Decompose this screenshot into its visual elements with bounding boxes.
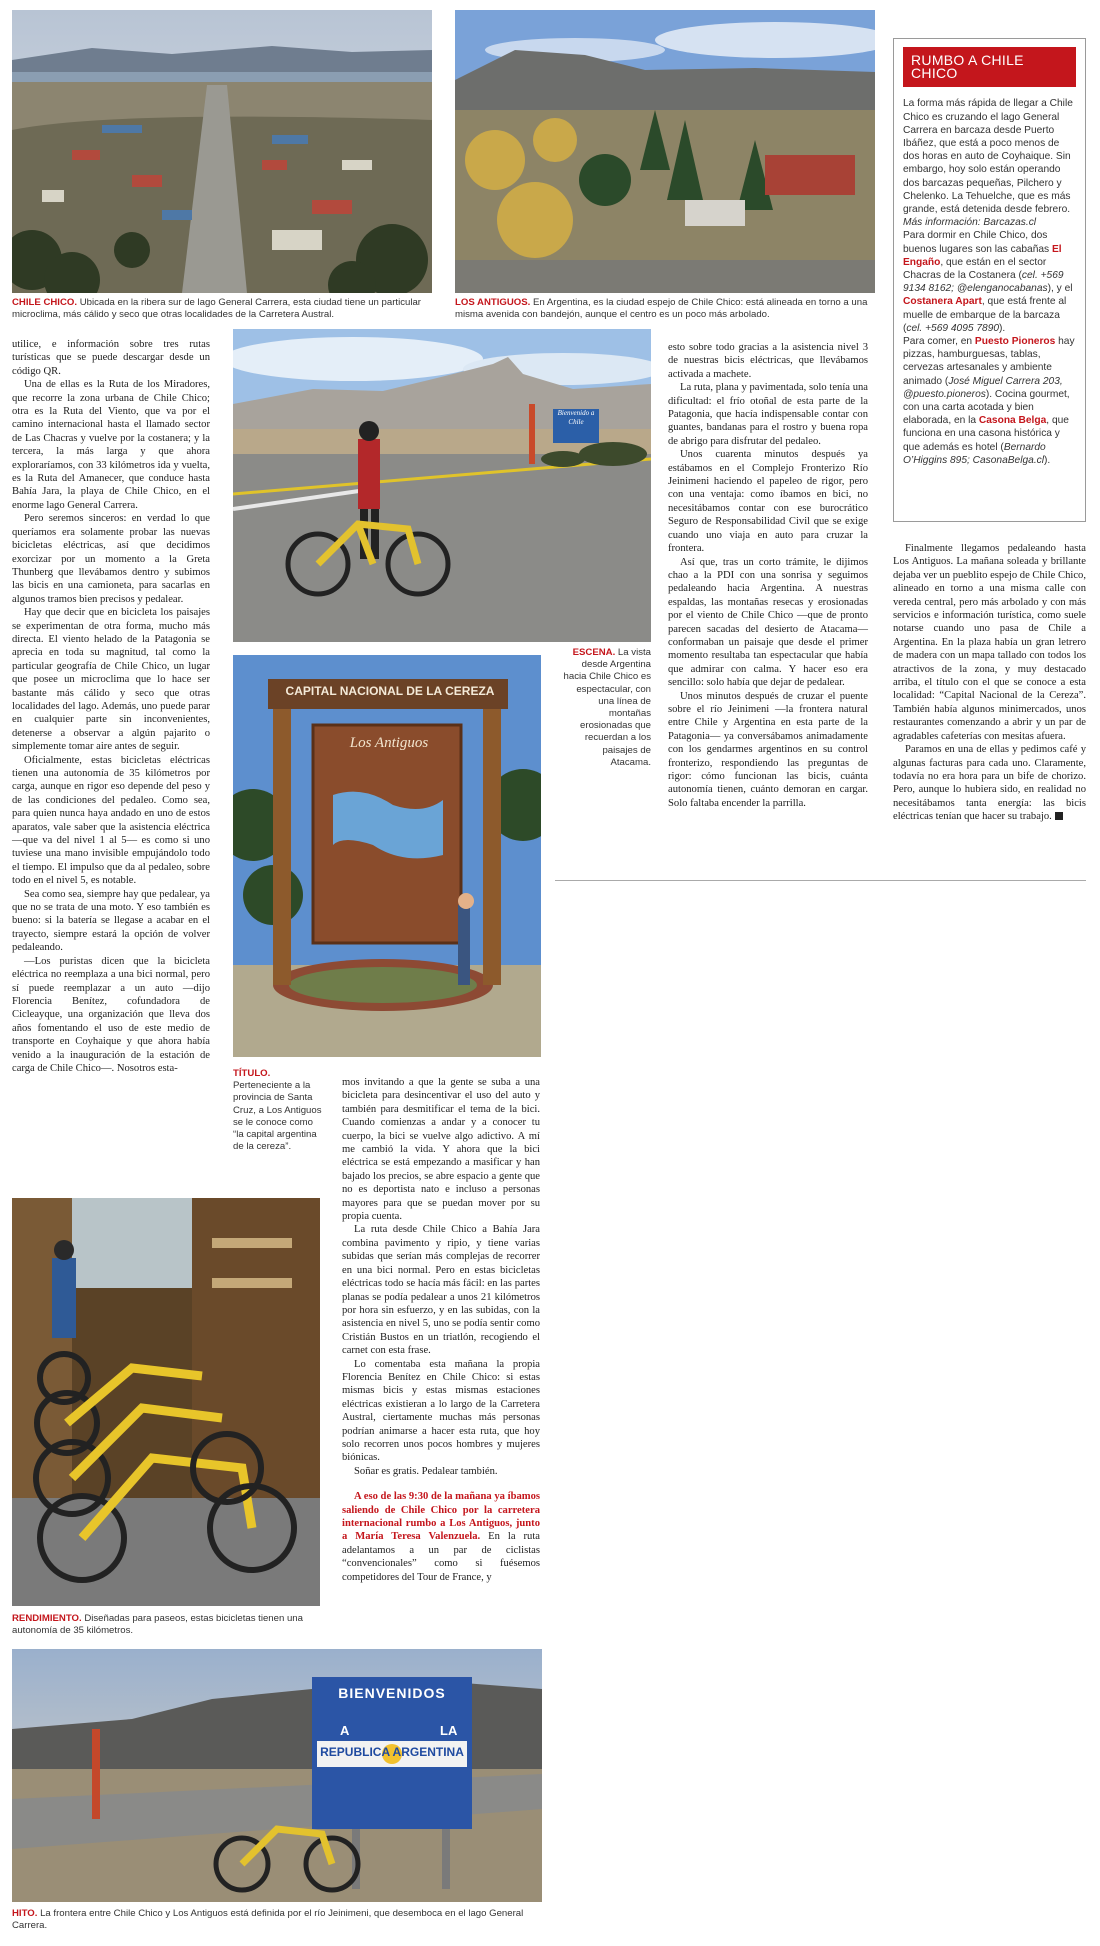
caption-rendimiento: RENDIMIENTO. Diseñadas para paseos, estas bicicletas tienen una autonomía de 35 kilómetros. — [12, 1613, 303, 1637]
end-mark — [1055, 812, 1063, 820]
photo-chile-chico — [12, 10, 432, 293]
photo-escena — [233, 329, 651, 642]
caption-titulo: TÍTULO. Perteneciente a la provincia de Santa Cruz, a Los Antiguos se le conoce como “la capital argentina de la cereza”. — [233, 1068, 322, 1153]
caption-hito: HITO. La frontera entre Chile Chico y Los Antiguos está definida por el río Jeinimeni, que desemboca en el lago General Carrera. — [12, 1908, 524, 1932]
sign-la: LA — [440, 1723, 458, 1738]
sign-los-antiguos: Los Antiguos — [349, 735, 429, 751]
photo-titulo — [233, 655, 541, 1057]
sign-bienvenido-chile: Bienvenido a Chile — [557, 409, 595, 426]
sign-republica-argentina: REPUBLICA ARGENTINA — [320, 1745, 464, 1759]
photo-rendimiento — [12, 1198, 320, 1606]
sign-bienvenidos: BIENVENIDOS — [338, 1685, 446, 1701]
sign-capital-cereza: CAPITAL NACIONAL DE LA CEREZA — [285, 684, 495, 698]
caption-escena: ESCENA. La vista desde Argentina hacia Chile Chico es espectacular, con una línea de montañas erosionadas que recuerdan a los paisajes de Atacama. — [563, 647, 651, 768]
sidebar-title: RUMBO A CHILE CHICO — [903, 47, 1076, 87]
sidebar-paragraph-3: Para comer, en Puesto Pioneros hay pizzas, hamburguesas, tablas, cervezas artesanales y ambiente animado (José Miguel Carrera 203, @puesto.pioneros). Cocina gourmet, con una carta acotada y bien elaborada, en la Casona Belga, que funciona en una casona histórica y que además es hotel (Bernardo O’Higgins 895; CasonaBelga.cl). — [903, 336, 1075, 466]
photo-los-antiguos — [455, 10, 875, 293]
sidebar-box — [893, 38, 1086, 522]
text-column-1: utilice, e información sobre tres rutas turísticas que se puede descargar desde un código QR. Una de ellas es la Ruta de los Miradores, que recorre la zona urbana de Chile Chico; otra es la Ruta del Viento, que va por el camino internacional hasta el llamado sector de Las Chacras y vuelve por la costanera; y la tercera, la más larga y que ahora exploraríamos, con 33 kilómetros ida y vuelta, es la Ruta del Amanecer, que conduce hasta Bahía Jara, la playa de Chile Chico, en el enorme lago General Carrera. Pero seremos sinceros: en verdad lo que queríamos era solamente probar las nuevas bicicletas eléctricas, así que decidimos exorcizar por un momento a la Greta Thunberg que llevábamos dentro y subimos las bicis en una camioneta, para sacarlas en algunos tramos bien precisos y pedalear. Hay que decir que en bicicleta los paisajes se experimentan de otra forma, mucho más directa. El viento helado de la Patagonia se aprecia en toda su magnitud, tal como la particular geografía de Chile Chico, un lugar que posee un microclima que lo hace ser bastante más cálido y seco que otras localidades del lago. Además, uno puede parar en cualquier parte sin inconvenientes, detenerse a observar a algún pajarito o simplemente tomar aire antes de seguir. Oficialmente, estas bicicletas eléctricas tienen una autonomía de 35 kilómetros por carga, aunque en rigor eso depende del peso y de las condiciones del pedaleo. Como sea, para quien nunca haya andado en uno de estos aparatos, vale saber que la asistencia eléctrica —que va del nivel 1 al 5— es como si uno tuviese una mano invisible empujándolo todo el tiempo. El impulso que da al pedaleo, sobre todo en el nivel 5, es notable. Sea como sea, siempre hay que pedalear, ya que no se trata de una moto. Y eso también es bueno: si la batería se llegase a acabar en el trayecto, siempre estará la opción de volver pedaleando. —Los puristas dicen que la bicicleta eléctrica no reemplaza a una bici normal, pero sí puede reemplazar a un auto —dijo Florencia Benítez, cofundadora de Cicleayque, una organización que lleva dos años fomentando el uso de este medio de transporte en Coyhaique y que ahora había venido a la inauguración de la estación de carga de Chile Chico—. Nosotros esta- — [12, 339, 210, 1074]
caption-chile-chico: CHILE CHICO. Ubicada en la ribera sur de lago General Carrera, esta ciudad tiene un particular microclima, más cálido y seco que otras localidades de la Carretera Austral. — [12, 297, 422, 321]
section-divider — [555, 880, 1086, 881]
sidebar-paragraph-1: La forma más rápida de llegar a Chile Chico es cruzando el lago General Carrera en barcaza desde Puerto Ibáñez, que está a poco menos de dos horas en auto de Coyhaique. Sin embargo, hoy solo están operando dos barcazas pequeñas, Pilchero y Chelenko. La Tehuelche, que es más grande, está detenida desde febrero. Más información: Barcazas.cl — [903, 98, 1073, 229]
caption-los-antiguos: LOS ANTIGUOS. En Argentina, es la ciudad espejo de Chile Chico: está alineada en torno a una misma avenida con bandejón, aunque el centro es un poco más arbolado. — [455, 297, 868, 321]
sign-a: A — [340, 1723, 350, 1738]
text-column-2: mos invitando a que la gente se suba a una bicicleta para desincentivar el uso del auto y también para desmitificar el tema de la bici. Cuando comienzas a andar y a conocer tu cuerpo, la bici se vuelve algo adictivo. A mí me cambió la vida. Y ahora que la bici eléctrica se está empezando a masificar y han bajado los precios, se abre espacio a gente que no es deportista nato e incluso a personas mayores para que se puedan mover por su propia cuenta. La ruta desde Chile Chico a Bahía Jara combina pavimento y ripio, y tiene varias subidas que serían más complejas de recorrer en una bici normal. Pero en estas bicicletas eléctricas todo se hacía más fácil: en las partes planas se podía pedalear a unos 21 kilómetros por hora sin esfuerzo, y en las subidas, con la asistencia en nivel 5, uno se podía sentir como Cristián Bustos en un triatlón, recogiendo el carnet con esta frase. Lo comentaba esta mañana la propia Florencia Benítez en Chile Chico: si estas mismas bicis y estas mismas estaciones eléctricas existieran a lo largo de la Carretera Austral, ciertamente muchas más personas podrían animarse a hacer esta ruta, que hoy solo recorren unos pocos hombres y mujeres biónicas. Soñar es gratis. Pedalear también. A eso de las 9:30 de la mañana ya íbamos saliendo de Chile Chico por la carretera internacional rumbo a Los Antiguos, junto a María Teresa Valenzuela. En la ruta adelantamos a un par de ciclistas “convencionales” como si fuésemos competidores del Tour de France, y — [342, 1077, 540, 1583]
text-column-3: esto sobre todo gracias a la asistencia nivel 3 de nuestras bicis eléctricas, que llevábamos activada a machete. La ruta, plana y pavimentada, solo tenía una dificultad: el frío otoñal de esta parte de la Patagonia, que hacía indispensable contar con guantes, bandanas para el rostro y buena ropa de abrigo para disfrutar del pedaleo. Unos cuarenta minutos después ya estábamos en el Complejo Fronterizo Río Jeinimeni haciendo el papeleo de rigor, pero con una ventaja: como íbamos en bici, no necesitábamos contar con ese burocrático Seguro de Responsabilidad Civil que se exige cuando uno viaja en auto para cruzar la frontera. Así que, tras un corto trámite, le dijimos chao a la PDI con una sonrisa y seguimos pedaleando hacia Argentina. A nuestras espaldas, las montañas resecas y erosionadas por el viento de Chile Chico —que de pronto parecen sacadas del desierto de Atacama— conformaban un paisaje que desde el primer momento resultaba tan espectacular que había que admirar con calma. Y hacer eso era sencillo: solo había que dejar de pedalear. Unos minutos después de cruzar el puente sobre el río Jeinimeni —la frontera natural entre Chile y Argentina en esta parte de la Patagonia— ya conversábamos animadamente con los gendarmes argentinos en su control fronterizo, respondiendo las preguntas de rigor: cómo funcionan las bicis, cuánta autonomía tienen, cuánto demoran en cargar. Solo faltaba encender la parrilla. — [668, 342, 868, 809]
sidebar-paragraph-2: Para dormir en Chile Chico, dos buenos lugares son las cabañas El Engaño, que están en el sector Chacras de la Costanera (cel. +569 9134 8162; @elenganocabanas), y el Costanera Apart, que está frente al muelle de embarque de la barcaza (cel. +569 4095 7890). — [903, 230, 1073, 334]
text-column-4: Finalmente llegamos pedaleando hasta Los Antiguos. La mañana soleada y brillante dejaba ver un pueblito espejo de Chile Chico, alineado en torno a una misma calle con vereda central, pero más arbolado y con más servicios e información turística, como suele notarse cuando uno pasa de Chile a Argentina. En la plaza había un gran letrero de madera con un mapa tallado con todos los atractivos de la zona, y muy destacado arriba, el título con el que se conoce a esta localidad: “Capital Nacional de la Cereza”. También había algunos minimercados, unos restaurantes comenzando a abrir y un par de agradables cafeterías con mesitas afuera. Paramos en una de ellas y pedimos café y algunas facturas para cada uno. Claramente, todavía no era hora para un bife de chorizo. Pero, aunque lo hubiera sido, en realidad no necesitábamos tanta energía: las bicis eléctricas tenían que hacer su trabajo. — [893, 543, 1086, 823]
